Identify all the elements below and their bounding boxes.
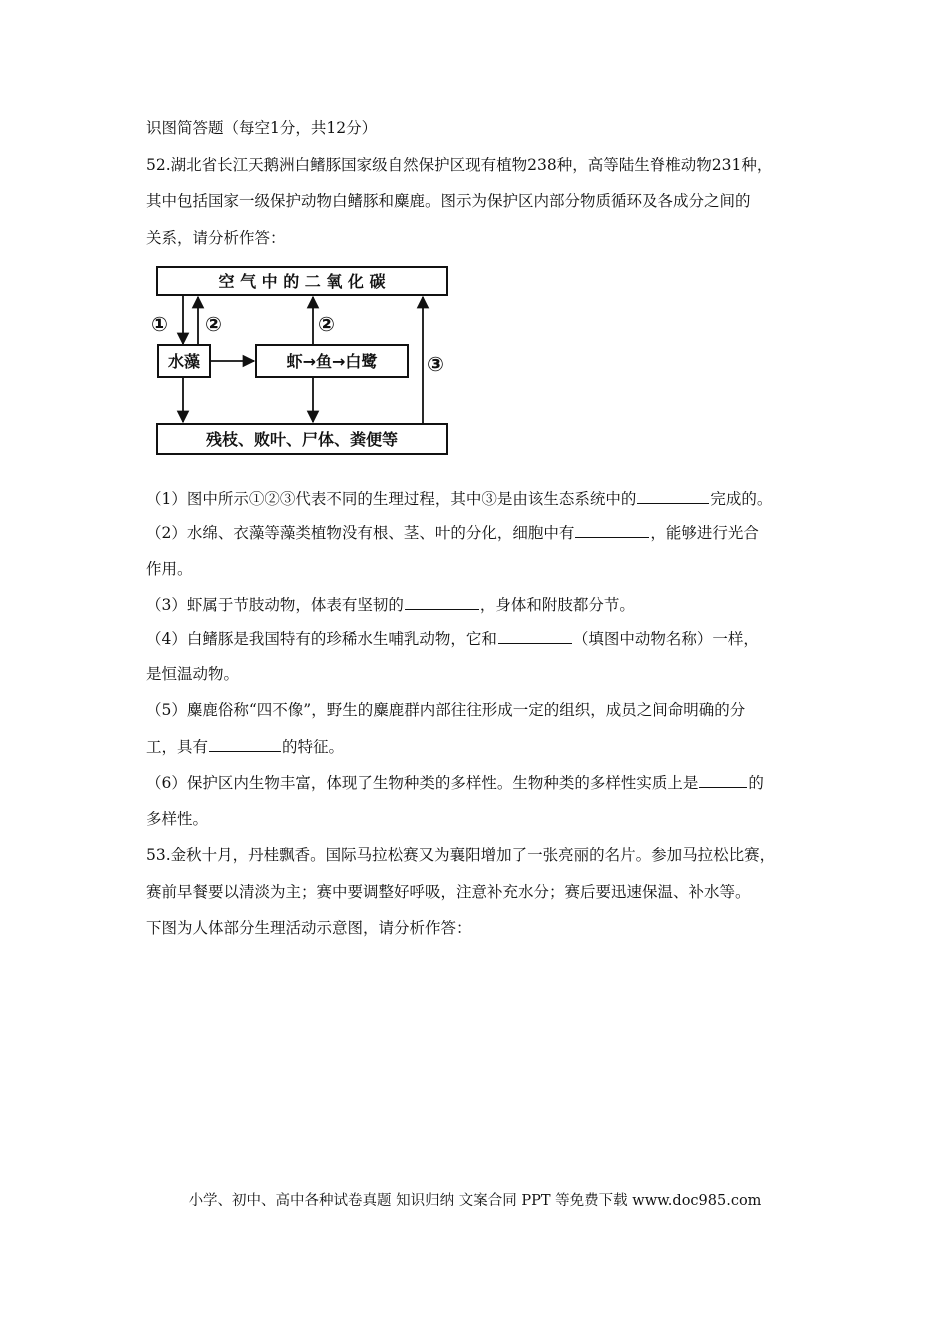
q52-sub1 [146,488,772,509]
algae-box-label: 水藻 [167,352,201,371]
q52-sub4-cont: 是恒温动物。 [146,665,240,683]
q53-text-line-3: 下图为人体部分生理活动示意图，请分析作答： [146,919,472,937]
q52-sub1-text: （1）图中所示①②③代表不同的生理过程，其中③是由该生态系统中的 [146,490,637,508]
label-process-1: ① [151,312,168,336]
answer-blank-3[interactable] [405,594,479,610]
section-header: 识图简答题（每空1分，共12分） [146,119,378,137]
q52-sub5-text: 工，具有 [146,738,209,756]
carbon-cycle-diagram [150,260,455,460]
residue-box-label: 残枝、败叶、尸体、粪便等 [205,430,399,449]
q52-sub1-text-end: 完成的。 [710,490,773,508]
q52-text-line-2: 其中包括国家一级保护动物白鳍豚和麋鹿。图示为保护区内部分物质循环及各成分之间的 [146,192,751,210]
q52-sub6-text-end: 的 [748,774,764,792]
answer-blank-4[interactable] [498,628,572,644]
q52-text-line-1: 52.湖北省长江天鹅洲白鳍豚国家级自然保护区现有植物238种，高等陆生脊椎动物231种， [146,156,773,174]
q52-sub4 [146,628,759,649]
q52-sub5-line1: （5）麋鹿俗称“四不像”，野生的麋鹿群内部往往形成一定的组织，成员之间命明确的分 [146,701,746,719]
q52-sub4-text: （4）白鳍豚是我国特有的珍稀水生哺乳动物，它和 [146,630,497,648]
answer-blank-6[interactable] [699,772,747,788]
q52-sub4-text-end: （填图中动物名称）一样， [572,630,759,648]
page-footer: 小学、初中、高中各种试卷真题 知识归纳 文案合同 PPT 等免费下载 www.doc985.com [188,1193,762,1209]
q52-sub6-cont: 多样性。 [146,810,209,828]
q52-sub5 [146,736,344,757]
answer-blank-1[interactable] [637,488,709,504]
q52-sub2-text: （2）水绵、衣藻等藻类植物没有根、茎、叶的分化，细胞中有 [146,524,575,542]
q52-sub6 [146,772,764,793]
label-process-3: ③ [427,352,444,376]
q52-sub3-text: （3）虾属于节肢动物，体表有坚韧的 [146,596,404,614]
q52-sub2-text-end: ，能够进行光合 [650,524,759,542]
answer-blank-2[interactable] [575,522,649,538]
label-process-2b: ② [318,312,335,336]
q53-text-line-2: 赛前早餐要以清淡为主；赛中要调整好呼吸，注意补充水分；赛后要迅速保温、补水等。 [146,883,751,901]
q52-text-line-3: 关系，请分析作答： [146,229,286,247]
q52-sub3-text-end: ，身体和附肢都分节。 [479,596,635,614]
label-process-2a: ② [205,312,222,336]
q52-sub2 [146,522,759,543]
answer-blank-5[interactable] [209,736,281,752]
q52-sub5-text-end: 的特征。 [282,738,345,756]
co2-box-label: 空 气 中 的 二 氧 化 碳 [218,272,386,291]
q52-sub6-text: （6）保护区内生物丰富，体现了生物种类的多样性。生物种类的多样性实质上是 [146,774,699,792]
q53-text-line-1: 53.金秋十月，丹桂飘香。国际马拉松赛又为襄阳增加了一张亮丽的名片。参加马拉松比赛， [146,846,776,864]
q52-sub3 [146,594,635,615]
food-chain-box-label: 虾→鱼→白鹭 [286,352,378,371]
q52-sub2-cont: 作用。 [146,560,193,578]
